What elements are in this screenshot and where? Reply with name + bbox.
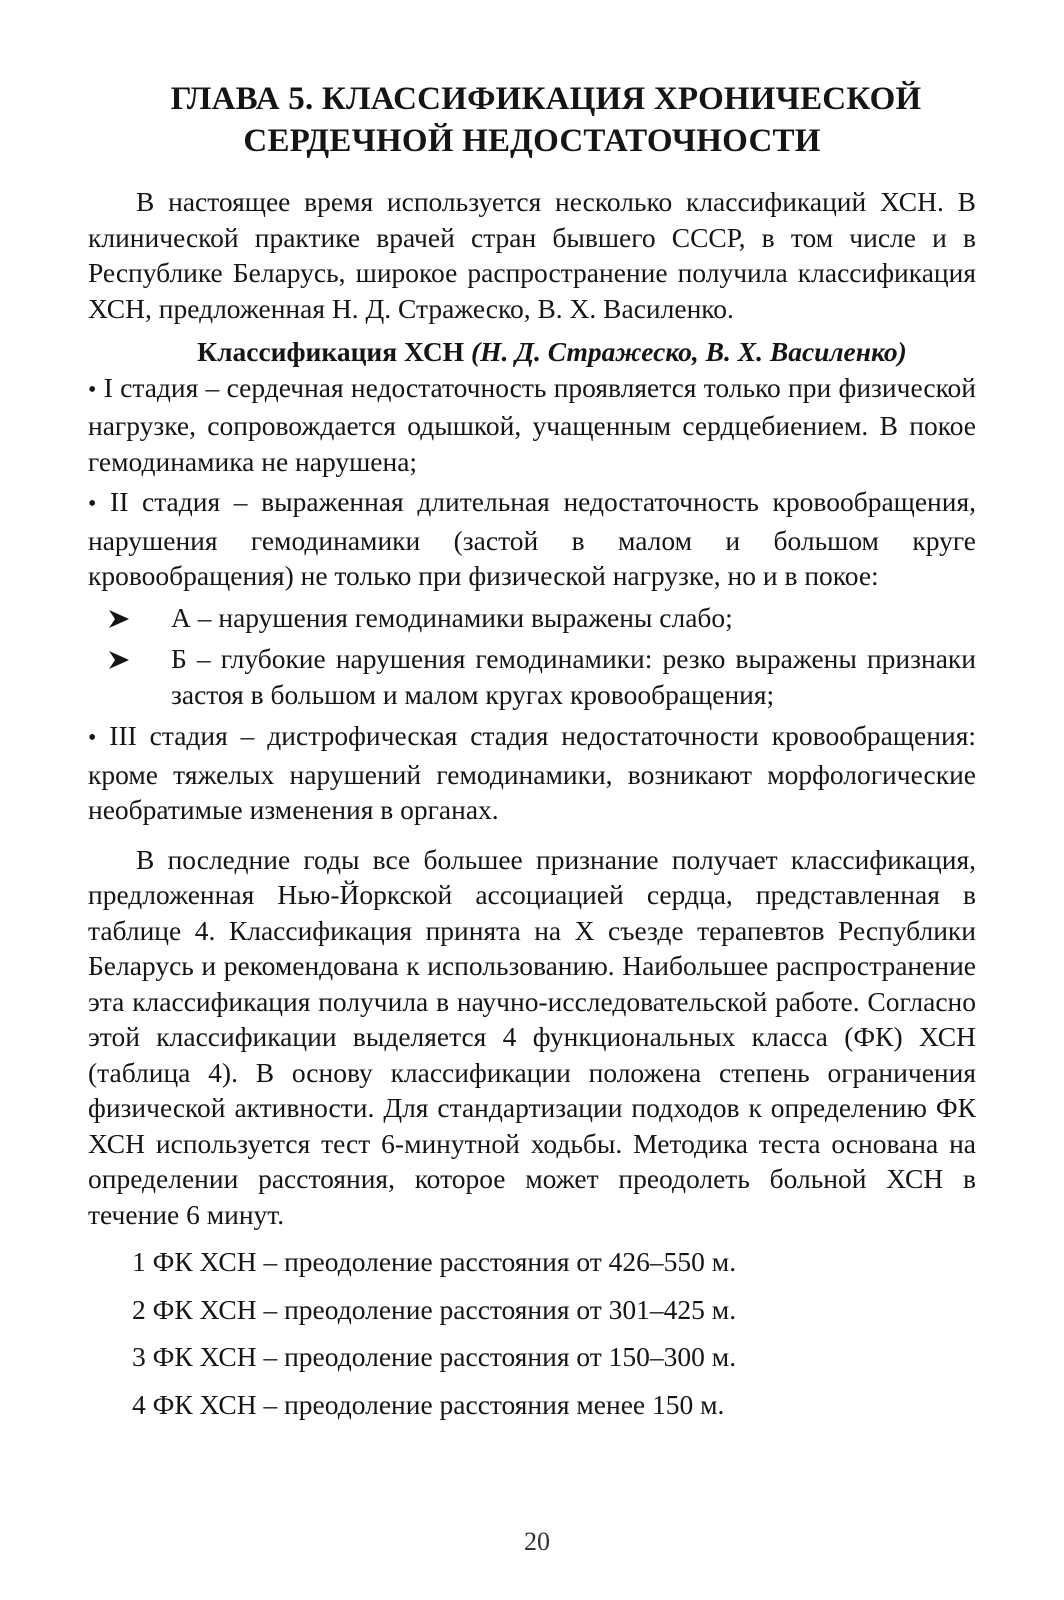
nyha-paragraph: В последние годы все большее признание получает классификация, предложенная Нью-Йоркской ассоциацией сердца, представленная в таблице 4. Классификация принята на X съезде терапевтов Республики Беларусь и рекомендована к использованию. Наибольшее распространение эта классификация получила в научно-исследовательской работе. Согласно этой классификации выделяется 4 функциональных класса (ФК) ХСН (таблица 4). В основу классификации положена степень ограничения физической активности. Для стандартизации подходов к определению ФК ХСН используется тест 6-минутной ходьбы. Методика теста основана на определении расстояния, которое может преодолеть больной ХСН в течение 6 минут. — [88, 843, 976, 1230]
chapter-title — [88, 78, 976, 162]
classification-heading-authors: (Н. Д. Стражеско, В. Х. Василенко) — [470, 336, 907, 367]
stage-item — [88, 484, 976, 594]
chapter-title-line-2: СЕРДЕЧНОЙ НЕДОСТАТОЧНОСТИ — [243, 123, 821, 159]
stage-text: II стадия – выраженная длительная недостаточность кровообращения, нарушения гемодинамики (застой в малом и большом круге кровообращения) не только при физической нагрузке, но и в покое: — [88, 486, 977, 591]
stage-item — [88, 370, 976, 480]
chapter-title-line-1: ГЛАВА 5. КЛАССИФИКАЦИЯ ХРОНИЧЕСКОЙ — [170, 81, 922, 117]
bullet-dot-icon: • — [88, 376, 97, 403]
functional-class-list — [88, 1244, 976, 1422]
functional-class-item: 4 ФК ХСН – преодоление расстояния менее 150 м. — [132, 1388, 725, 1420]
functional-class-item: 1 ФК ХСН – преодоление расстояния от 426–550 м. — [132, 1246, 737, 1277]
classification-heading-title: Классификация ХСН — [197, 336, 465, 367]
arrowhead-bullet-icon — [108, 650, 130, 670]
intro-paragraph: В настоящее время используется несколько классификаций ХСН. В клинической практике врачей стран бывшего СССР, в том числе и в Республике Беларусь, широкое распространение получила классификация ХСН, предложенная Н. Д. Стражеско, В. Х. Василенко. — [88, 186, 976, 324]
substage-text: Б – глубокие нарушения гемодинамики: резко выражены признаки застоя в большом и малом кругах кровообращения; — [171, 643, 976, 710]
classification-heading — [88, 334, 976, 370]
bullet-dot-icon: • — [88, 491, 97, 517]
page-number: 20 — [524, 1527, 550, 1556]
arrowhead-bullet-icon — [108, 609, 130, 629]
stage-text: I стадия – сердечная недостаточность проявляется только при физической нагрузке, сопровождается одышкой, учащенным сердцебиением. В покое гемодинамика не нарушена; — [88, 371, 976, 477]
functional-class-item: 3 ФК ХСН – преодоление расстояния от 150–300 м. — [132, 1341, 737, 1372]
substage-text: А – нарушения гемодинамики выражены слабо; — [171, 601, 733, 633]
substage-item — [88, 641, 976, 712]
page-content — [88, 78, 976, 1434]
bullet-dot-icon: • — [88, 725, 97, 751]
stage-item — [88, 718, 976, 828]
substage-item — [88, 600, 976, 636]
stage-text: III стадия – дистрофическая стадия недостаточности кровообращения: кроме тяжелых нарушений гемодинамики, возникают морфологические необратимые изменения в органах. — [88, 720, 976, 825]
functional-class-item: 2 ФК ХСН – преодоление расстояния от 301–425 м. — [132, 1293, 737, 1325]
substage-list — [88, 600, 976, 713]
